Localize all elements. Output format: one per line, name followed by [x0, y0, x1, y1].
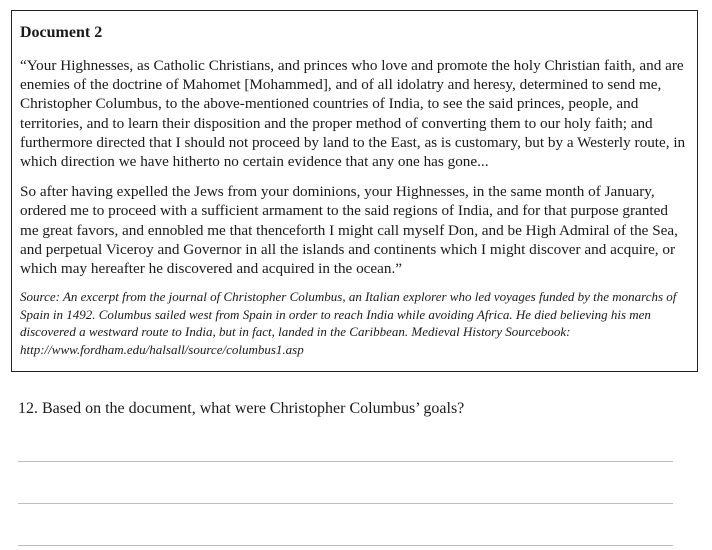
document-paragraph-1: “Your Highnesses, as Catholic Christians, and princes who love and promote the holy Christian faith, and are enemies of the doctrine of Mahomet [Mohammed], and of all idolatry and heresy, determined to send me, Christopher Columbus, to the above-mentioned countries of India, to see the said princes, people, and territories, and to learn their disposition and the proper method of converting them to our holy faith; and furthermore directed that I should not proceed by land to the East, as is customary, but by a Westerly route, in which direction we have hitherto no certain evidence that any one has gone...	[20, 57, 686, 171]
answer-line[interactable]	[18, 503, 673, 504]
question-12: 12. Based on the document, what were Christopher Columbus’ goals?	[18, 400, 465, 417]
document-paragraph-2: So after having expelled the Jews from your dominions, your Highnesses, in the same month of January, ordered me to proceed with a sufficient armament to the said regions of India, and for that purpose granted me great favors, and ennobled me that thenceforth I might call myself Don, and be High Admiral of the Sea, and perpetual Viceroy and Governor in all the islands and continents which I might discover and acquire, or which may hereafter he discovered and acquired in the ocean.”	[20, 183, 678, 278]
document-source: Source: An excerpt from the journal of Christopher Columbus, an Italian explorer who led voyages funded by the monarchs of Spain in 1492. Columbus sailed west from Spain in order to reach India while avoiding Africa. He died believing his men discovered a westward route to India, but in fact, landed in the Caribbean. Medieval History Sourcebook: http://www.fordham.edu/halsall/source/columbus1.asp	[20, 289, 677, 357]
answer-line[interactable]	[18, 545, 673, 546]
document-title: Document 2	[20, 24, 103, 41]
document-box	[11, 10, 698, 372]
answer-line[interactable]	[18, 461, 673, 462]
